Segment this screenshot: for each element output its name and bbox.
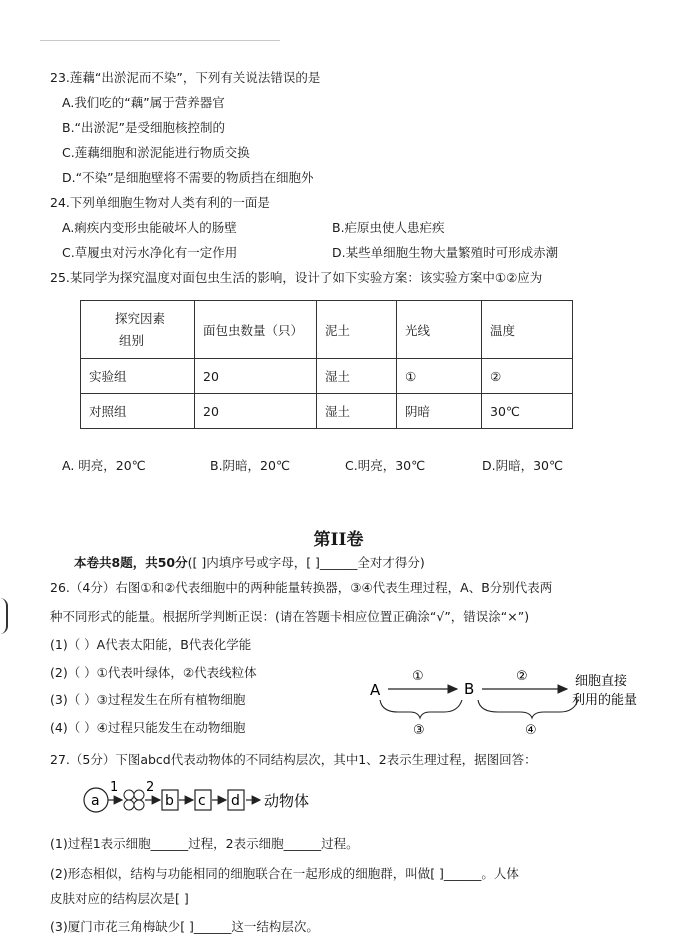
table-cell: 阴暗 <box>397 394 482 429</box>
energy-conversion-diagram <box>360 660 670 740</box>
table-cell: 实验组 <box>81 359 195 394</box>
table-row <box>81 359 573 394</box>
q25-option-a: A. 明亮，20℃ <box>62 458 146 473</box>
label-a: a <box>91 793 100 809</box>
corner-top-label: 探究因素 <box>115 310 166 326</box>
instructions-note: ([ ]内填序号或字母，[ ]______全对才得分) <box>187 555 425 570</box>
brace-4 <box>478 700 578 718</box>
table-header: 光线 <box>397 301 482 359</box>
label-b: B <box>464 680 475 698</box>
table-header: 温度 <box>482 301 573 359</box>
cell-cluster-icon <box>124 800 134 810</box>
output-line1: 细胞直接 <box>575 674 628 689</box>
cell-cluster-icon <box>124 790 134 800</box>
label-c: c <box>198 793 206 809</box>
q24-option-c: C.草履虫对污水净化有一定作用 <box>62 245 238 260</box>
table-header: 面包虫数量（只） <box>195 301 317 359</box>
output-line2: 利用的能量 <box>572 693 638 708</box>
q24-option-b: B.疟原虫使人患疟疾 <box>332 220 445 235</box>
label-4: ④ <box>525 723 537 738</box>
table-cell: 20 <box>195 394 317 429</box>
q26-item-1: (1)（ ）A代表太阳能，B代表化学能 <box>50 637 252 652</box>
cell-cluster-icon <box>134 800 144 810</box>
q26-item-2: (2)（ ）①代表叶绿体，②代表线粒体 <box>50 665 257 680</box>
label-process-1: 1 <box>110 780 119 795</box>
table-cell: 对照组 <box>81 394 195 429</box>
brace-3 <box>380 700 462 718</box>
label-a: A <box>370 681 381 699</box>
part-two-instructions <box>74 555 425 571</box>
label-1: ① <box>412 669 424 684</box>
table-cell: ② <box>482 359 573 394</box>
label-2: ② <box>516 669 528 684</box>
q27-sub-1: (1)过程1表示细胞______过程，2表示细胞______过程。 <box>50 836 359 851</box>
experiment-table <box>80 300 573 429</box>
label-d: d <box>231 793 240 809</box>
table-row <box>81 394 573 429</box>
label-3: ③ <box>413 723 425 738</box>
q23-option-d: D.“不染”是细胞壁将不需要的物质挡在细胞外 <box>62 170 314 185</box>
q23-option-c: C.莲藕细胞和淤泥能进行物质交换 <box>62 145 250 160</box>
table-header: 泥土 <box>317 301 397 359</box>
table-cell: ① <box>397 359 482 394</box>
q25-option-b: B.阴暗，20℃ <box>210 458 290 473</box>
q25-option-c: C.明亮，30℃ <box>345 458 426 473</box>
q27-stem: 27.（5分）下图abcd代表动物体的不同结构层次，其中1、2表示生理过程，据图回答： <box>50 752 537 767</box>
label-b: b <box>165 793 174 809</box>
q27-sub-2-line2: 皮肤对应的结构层次是[ ] <box>50 891 189 906</box>
instructions-score: 本卷共8题，共50分 <box>74 555 188 570</box>
label-process-2: 2 <box>146 780 155 795</box>
q24-stem: 24.下列单细胞生物对人类有利的一面是 <box>50 195 270 210</box>
q26-item-3: (3)（ ）③过程发生在所有植物细胞 <box>50 692 246 707</box>
q23-stem: 23.莲藕“出淤泥而不染”，下列有关说法错误的是 <box>50 70 321 85</box>
cell-cluster-icon <box>134 790 144 800</box>
q27-sub-2-line1: (2)形态相似，结构与功能相同的细胞联合在一起形成的细胞群，叫做[ ]______。人体 <box>50 866 519 881</box>
part-two-title: 第II卷 <box>313 530 364 550</box>
q23-option-a: A.我们吃的“藕”属于营养器官 <box>62 95 225 110</box>
corner-bottom-label: 组别 <box>119 332 145 348</box>
q23-option-b: B.“出淤泥”是受细胞核控制的 <box>62 120 226 135</box>
table-header-row <box>81 301 573 359</box>
label-animal-body: 动物体 <box>264 792 310 810</box>
table-cell: 30℃ <box>482 394 573 429</box>
table-corner-cell <box>81 301 195 359</box>
q24-option-a: A.痢疾内变形虫能破坏人的肠壁 <box>62 220 237 235</box>
binding-mark <box>0 598 8 634</box>
q26-stem-line2: 种不同形式的能量。根据所学判断正误：(请在答题卡相应位置正确涂“√”，错误涂“×”) <box>50 609 530 624</box>
q24-option-d: D.某些单细胞生物大量繁殖时可形成赤潮 <box>332 245 559 260</box>
q26-stem-line1: 26.（4分）右图①和②代表细胞中的两种能量转换器，③④代表生理过程，A、B分别代表两 <box>50 580 553 595</box>
q27-sub-3: (3)厦门市花三角梅缺少[ ]______这一结构层次。 <box>50 919 319 934</box>
q25-option-d: D.阴暗，30℃ <box>482 458 564 473</box>
q26-item-4: (4)（ ）④过程只能发生在动物细胞 <box>50 720 246 735</box>
table-cell: 湿土 <box>317 394 397 429</box>
table-cell: 20 <box>195 359 317 394</box>
q25-stem: 25.某同学为探究温度对面包虫生活的影响，设计了如下实验方案：该实验方案中①②应为 <box>50 270 543 285</box>
top-rule <box>40 40 280 41</box>
structure-level-diagram <box>80 778 350 820</box>
table-cell: 湿土 <box>317 359 397 394</box>
